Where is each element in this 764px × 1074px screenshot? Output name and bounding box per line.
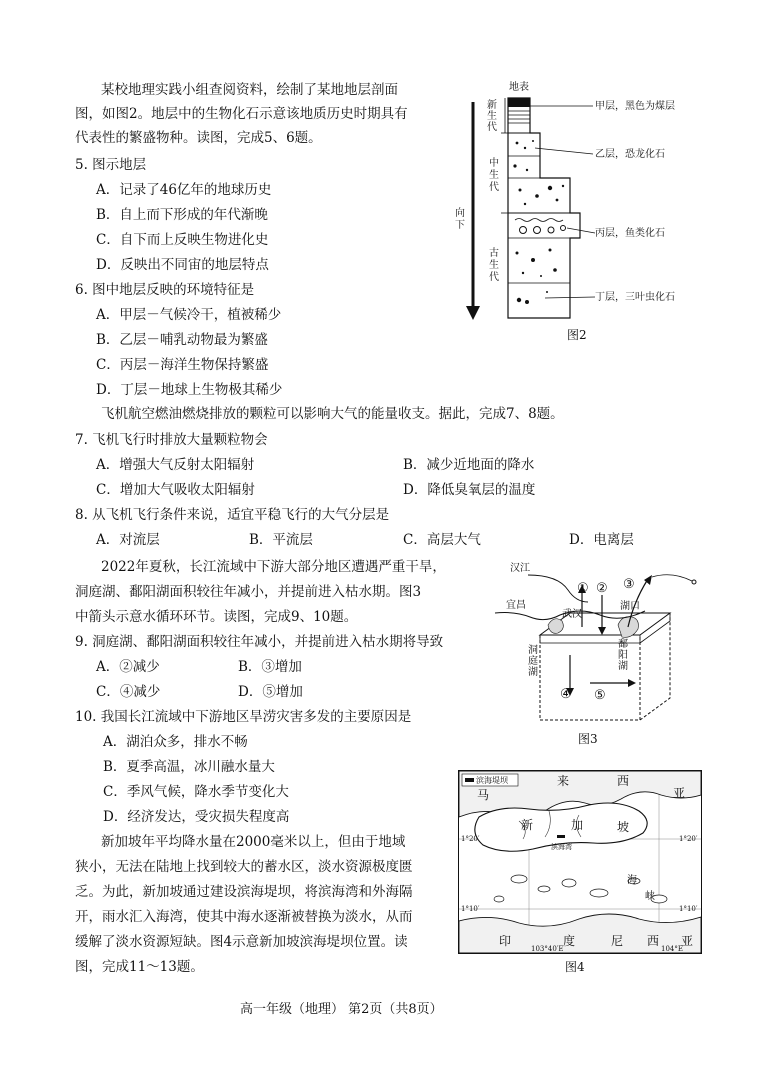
q10-stem: 10. 我国长江流域中下游地区旱涝灾害多发的主要原因是: [75, 709, 412, 725]
q6-option-d: D．丁层－地球上生物极其稀少: [96, 382, 283, 398]
fig3-num-2: ②: [596, 581, 608, 596]
passage-1-line-3: 代表性的繁盛物种。读图，完成5、6题。: [75, 130, 322, 146]
fig3-num-1: ①: [577, 581, 589, 596]
passage-1-line-1: 某校地理实践小组查阅资料，绘制了某地地层剖面: [101, 82, 398, 98]
q9-option-c: C．④减少: [96, 684, 161, 700]
fig2-surface-label: 地表: [509, 82, 529, 93]
fig4-xin: 新: [521, 818, 534, 832]
figure-2-strata: [455, 78, 715, 348]
q5-option-c: C．自下而上反映生物进化史: [96, 232, 269, 248]
q8-stem: 8. 从飞机飞行条件来说，适宜平稳飞行的大气分层是: [75, 507, 390, 523]
q8-option-b: B．平流层: [249, 532, 313, 548]
fig4-lat-right2: 1°10′: [679, 905, 698, 913]
q10-option-a: A．湖泊众多，排水不畅: [103, 734, 248, 750]
q6-option-c: C．丙层－海洋生物保持繁盛: [96, 357, 269, 373]
fig4-lat-right: 1°20′: [679, 835, 698, 843]
fig4-po: 坡: [617, 820, 630, 834]
passage-3-line-2: 洞庭湖、鄱阳湖面积较往年减小，并提前进入枯水期。图3: [75, 584, 422, 600]
fig3-num-3: ③: [623, 577, 635, 592]
fig4-xi-bot: 西: [647, 934, 660, 948]
q9-option-d: D．⑤增加: [238, 684, 303, 700]
q5-option-d: D．反映出不同宙的地层特点: [96, 257, 269, 273]
q6-option-b: B．乙层－哺乳动物最为繁盛: [96, 332, 268, 348]
q7-option-d: D．降低臭氧层的温度: [403, 482, 536, 498]
coal-layer: [508, 98, 530, 107]
passage-2: 飞机航空燃油燃烧排放的颗粒可以影响大气的能量收支。据此，完成7、8题。: [101, 406, 564, 422]
q6-option-a: A．甲层－气候冷干，植被稀少: [96, 307, 282, 323]
q8-option-a: A．对流层: [96, 532, 160, 548]
passage-4-line-5: 缓解了淡水资源短缺。图4示意新加坡滨海堤坝位置。读: [75, 934, 408, 950]
fig4-yin: 印: [499, 934, 512, 948]
fig4-lai: 来: [557, 774, 570, 788]
q10-option-b: B．夏季高温，冰川融水量大: [103, 759, 275, 775]
fig4-lon-right: 104°E: [661, 945, 683, 953]
fig2-layer-jia: 甲层，黑色为煤层: [595, 101, 675, 112]
fig4-jia: 加: [571, 818, 584, 832]
q7-option-c: C．增加大气吸收太阳辐射: [96, 482, 255, 498]
fig4-ma: 马: [477, 788, 490, 802]
passage-3-line-1: 2022年夏秋，长江流域中下游大部分地区遭遇严重干旱，: [101, 559, 446, 575]
fig3-num-5: ⑤: [594, 688, 606, 703]
fig4-ya-top: 亚: [673, 786, 686, 800]
passage-4-line-1: 新加坡年平均降水量在2000毫米以上，但由于地域: [101, 834, 406, 850]
fig4-caption: 图4: [565, 960, 585, 974]
q7-option-b: B．减少近地面的降水: [403, 457, 535, 473]
passage-3-line-3: 中箭头示意水循环环节。读图，完成9、10题。: [75, 609, 358, 625]
fig2-downward-label: 向下: [455, 208, 465, 231]
figure-4-singapore-map: [458, 770, 702, 954]
passage-4-line-6: 图，完成11～13题。: [75, 959, 204, 975]
fig4-legend: 滨海堤坝: [476, 776, 508, 785]
fig4-du: 度: [563, 934, 576, 948]
fig4-ya-bot: 亚: [681, 934, 694, 948]
fig2-era-paleozoic: 古生代: [489, 248, 499, 283]
fig4-xi-top: 西: [617, 774, 630, 788]
fig2-era-cenozoic: 新生代: [487, 100, 497, 133]
fig2-era-mesozoic: 中生代: [489, 158, 499, 193]
fig4-lat-left: 1°20′: [461, 835, 480, 843]
passage-1-line-2: 图，如图2。地层中的生物化石示意该地质历史时期具有: [75, 106, 408, 122]
fig3-caption: 图3: [578, 732, 598, 746]
q5-option-b: B．自上而下形成的年代渐晚: [96, 207, 268, 223]
q8-option-c: C．高层大气: [403, 532, 481, 548]
passage-4-line-4: 开，雨水汇入海湾，使其中海水逐渐被替换为淡水，从而: [75, 909, 413, 925]
fig3-poyang: 鄱阳湖: [618, 639, 628, 672]
page-footer: 高一年级（地理） 第2页（共8页）: [240, 1002, 443, 1017]
q10-option-d: D．经济发达，受灾损失程度高: [103, 809, 290, 825]
fig4-hai: 海: [627, 875, 637, 886]
q10-option-c: C．季风气候，降水季节变化大: [103, 784, 289, 800]
q5-option-a: A．记录了46亿年的地球历史: [96, 182, 272, 198]
fig4-binhaiwan: 滨海湾: [551, 843, 572, 851]
q7-stem: 7. 飞机飞行时排放大量颗粒物会: [75, 432, 268, 448]
fig4-lon-left: 103°40′E: [531, 945, 564, 953]
q6-stem: 6. 图中地层反映的环境特征是: [75, 282, 255, 298]
fig4-xia: 峡: [645, 891, 655, 902]
fig4-ni: 尼: [611, 934, 624, 948]
passage-4-line-2: 狭小，无法在陆地上找到较大的蓄水区，淡水资源极度匮: [75, 859, 413, 875]
q9-option-a: A．②减少: [96, 659, 160, 675]
q9-stem: 9. 洞庭湖、鄱阳湖面积较往年减小，并提前进入枯水期将导致: [75, 634, 444, 650]
fig2-layer-bing: 丙层，鱼类化石: [595, 228, 665, 239]
q7-option-a: A．增强大气反射太阳辐射: [96, 457, 255, 473]
barrage-marker: [557, 835, 565, 838]
q5-stem: 5. 图示地层: [75, 157, 147, 173]
fig3-wuhan: 武汉: [562, 609, 582, 620]
fig3-hukou: 湖口: [620, 601, 640, 612]
figure-3-water-cycle: [490, 555, 720, 750]
passage-4-line-3: 乏。为此，新加坡通过建设滨海堤坝，将滨海湾和外海隔: [75, 884, 413, 900]
fig3-num-4: ④: [560, 687, 572, 702]
q9-option-b: B．③增加: [238, 659, 302, 675]
fig3-hanjiang: 汉江: [510, 563, 530, 574]
fig3-yichang: 宜昌: [506, 600, 526, 611]
fig4-lat-left2: 1°10′: [461, 905, 480, 913]
fig3-dongting: 洞庭湖: [528, 645, 538, 678]
fig2-layer-ding: 丁层，三叶虫化石: [595, 292, 675, 303]
singapore-map: [459, 771, 701, 953]
fig2-layer-yi: 乙层，恐龙化石: [595, 149, 665, 160]
q8-option-d: D．电离层: [569, 532, 634, 548]
fig2-caption: 图2: [567, 328, 587, 342]
